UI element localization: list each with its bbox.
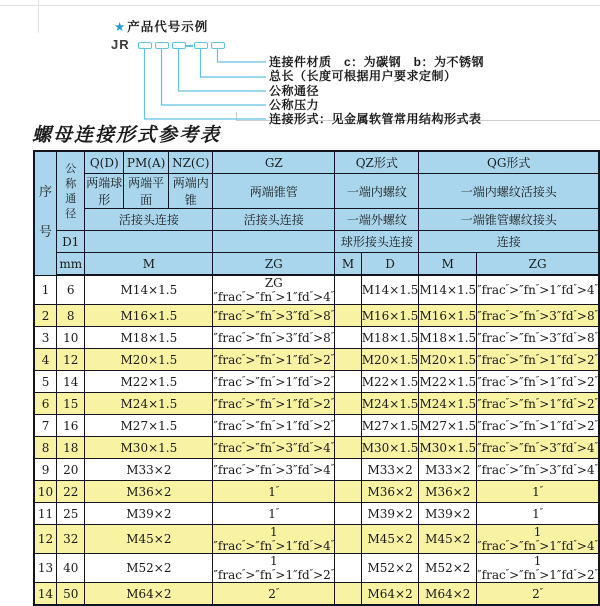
- table-row: [34, 503, 599, 525]
- cell-qg-m: M45×2: [419, 525, 477, 554]
- header-mm: mm: [57, 253, 85, 276]
- cell-seq: 6: [34, 393, 57, 415]
- cell-qg-zg: ″frac″>″fn″>1″fd″>4″: [477, 275, 599, 305]
- cell-seq: 12: [34, 525, 57, 554]
- spec-table: [33, 150, 600, 606]
- cell-seq: 7: [34, 415, 57, 437]
- cell-m-main: M20×1.5: [85, 349, 213, 371]
- cell-dn: 14: [57, 371, 85, 393]
- cell-gz-zg: ″frac″>″fn″>3″fd″>4″: [213, 437, 335, 459]
- header-blank-left: [85, 231, 213, 253]
- cell-dn: 10: [57, 327, 85, 349]
- cell-dn: 32: [57, 525, 85, 554]
- cell-qz-m: [335, 459, 362, 481]
- header-nz: NZ(C): [169, 151, 213, 174]
- cell-m-main: M27×1.5: [85, 415, 213, 437]
- header-q: Q(D): [85, 151, 124, 174]
- header-blank-gz: [213, 231, 335, 253]
- cell-qz-d: M27×1.5: [361, 415, 419, 437]
- cell-qg-zg: 2″: [477, 583, 599, 606]
- cell-qz-m: [335, 437, 362, 459]
- header-qg-sub3: 连接: [419, 231, 599, 253]
- cell-qz-d: M45×2: [361, 525, 419, 554]
- cell-dn: 40: [57, 554, 85, 583]
- cell-m-main: M14×1.5: [85, 275, 213, 305]
- cell-qg-m: M16×1.5: [419, 305, 477, 327]
- header-q-sub: 两端球形: [85, 174, 124, 209]
- cell-m-main: M39×2: [85, 503, 213, 525]
- cell-qg-zg: 1″: [477, 481, 599, 503]
- cell-dn: 50: [57, 583, 85, 606]
- cell-qg-zg: ″frac″>″fn″>3″fd″>4″: [477, 437, 599, 459]
- cell-qg-zg: ″frac″>″fn″>3″fd″>8″: [477, 327, 599, 349]
- header-qg: QG形式: [419, 151, 599, 174]
- cell-seq: 9: [34, 459, 57, 481]
- header-qz-sub3: 球形接头连接: [335, 231, 419, 253]
- cell-qz-d: M16×1.5: [361, 305, 419, 327]
- cell-qz-d: M39×2: [361, 503, 419, 525]
- header-union-joint: 活接头连接: [85, 209, 213, 231]
- cell-m-main: M24×1.5: [85, 393, 213, 415]
- cell-qg-zg: 1 ″frac″>″fn″>1″fd″>2″: [477, 554, 598, 582]
- header-seq: 序号: [34, 151, 57, 275]
- table-body: [34, 275, 599, 605]
- header-nz-sub: 两端内锥: [169, 174, 213, 209]
- cell-qg-zg: 1″: [477, 503, 599, 525]
- header-d1: D1: [57, 231, 85, 253]
- cell-seq: 10: [34, 481, 57, 503]
- table-row: [34, 327, 599, 349]
- cell-qg-m: M27×1.5: [419, 415, 477, 437]
- cell-seq: 3: [34, 327, 57, 349]
- table-row: [34, 275, 599, 305]
- table-row: [34, 525, 599, 554]
- cell-dn: 16: [57, 415, 85, 437]
- table-row: [34, 415, 599, 437]
- cell-m-main: M52×2: [85, 554, 213, 583]
- cell-gz-zg: ″frac″>″fn″>1″fd″>2″: [213, 349, 335, 371]
- header-qz: QZ形式: [335, 151, 419, 174]
- cell-m-main: M16×1.5: [85, 305, 213, 327]
- cell-seq: 5: [34, 371, 57, 393]
- header-dn: 公称通径: [57, 151, 85, 231]
- table-row: [34, 583, 599, 606]
- table-row: [34, 481, 599, 503]
- table-header: [34, 151, 599, 275]
- cell-qz-d: M14×1.5: [361, 275, 419, 305]
- header-zg-qg: ZG: [477, 253, 599, 276]
- cell-gz-zg: 1″: [213, 481, 335, 503]
- cell-qg-m: M64×2: [419, 583, 477, 606]
- diagram-heading-text: 产品代号示例: [127, 20, 209, 34]
- table-row: [34, 349, 599, 371]
- cell-dn: 25: [57, 503, 85, 525]
- header-pm-sub: 两端平面: [124, 174, 169, 209]
- cell-seq: 13: [34, 554, 57, 583]
- header-gz-sub: 两端锥管: [213, 174, 335, 209]
- cell-m-main: M33×2: [85, 459, 213, 481]
- cell-dn: 18: [57, 437, 85, 459]
- table-row: [34, 554, 599, 583]
- cell-qz-m: [335, 275, 362, 305]
- cell-qz-m: [335, 554, 362, 583]
- cell-qz-d: M30×1.5: [361, 437, 419, 459]
- cell-dn: 12: [57, 349, 85, 371]
- cell-qg-m: M36×2: [419, 481, 477, 503]
- cell-qz-m: [335, 415, 362, 437]
- cell-qz-d: M36×2: [361, 481, 419, 503]
- cell-gz-zg: 1 ″frac″>″fn″>1″fd″>2″: [213, 554, 335, 582]
- cell-qg-m: M33×2: [419, 459, 477, 481]
- cell-m-main: M64×2: [85, 583, 213, 606]
- cell-m-main: M36×2: [85, 481, 213, 503]
- cell-qz-d: M64×2: [361, 583, 419, 606]
- cell-qg-m: M18×1.5: [419, 327, 477, 349]
- cell-seq: 2: [34, 305, 57, 327]
- cell-seq: 4: [34, 349, 57, 371]
- cell-dn: 20: [57, 459, 85, 481]
- cell-dn: 15: [57, 393, 85, 415]
- cell-qg-m: M30×1.5: [419, 437, 477, 459]
- cell-gz-zg: 1 ″frac″>″fn″>1″fd″>4″: [213, 525, 335, 553]
- header-qz-sub1: 一端内螺纹: [335, 174, 419, 209]
- header-d-qz: D: [361, 253, 419, 276]
- cell-qg-zg: 1 ″frac″>″fn″>1″fd″>4″: [477, 525, 598, 553]
- section-title: 螺母连接形式参考表: [32, 124, 222, 146]
- table-row: [34, 437, 599, 459]
- cell-qz-m: [335, 327, 362, 349]
- product-code-prefix: JR: [111, 37, 130, 52]
- cell-gz-zg: 2″: [213, 583, 335, 606]
- diagram-label-1: 连接件材质 c：为碳钢 b：为不锈钢: [269, 55, 485, 69]
- cell-qz-m: [335, 305, 362, 327]
- header-gz-joint: 活接头连接: [213, 209, 335, 231]
- cell-seq: 1: [34, 275, 57, 305]
- cell-dn: 6: [57, 275, 85, 305]
- cell-dn: 8: [57, 305, 85, 327]
- table-row: [34, 459, 599, 481]
- cell-qz-m: [335, 481, 362, 503]
- cell-qg-m: M14×1.5: [419, 275, 477, 305]
- diagram-label-2: 总长（长度可根据用户要求定制）: [269, 69, 457, 83]
- cell-qg-m: M52×2: [419, 554, 477, 583]
- cell-gz-zg: ″frac″>″fn″>3″fd″>8″: [213, 305, 335, 327]
- header-m-main: M: [85, 253, 213, 276]
- cell-qg-zg: ″frac″>″fn″>3″fd″>4″: [477, 459, 599, 481]
- header-zg-gz: ZG: [213, 253, 335, 276]
- header-qz-sub2: 一端外螺纹: [335, 209, 419, 231]
- diagram-label-3: 公称通径: [269, 84, 320, 98]
- cell-qz-m: [335, 349, 362, 371]
- diagram-label-5: 连接形式：见金属软管常用结构形式表: [269, 112, 482, 126]
- cell-qz-d: M33×2: [361, 459, 419, 481]
- cell-qg-m: M39×2: [419, 503, 477, 525]
- cell-m-main: M45×2: [85, 525, 213, 554]
- cell-qg-m: M24×1.5: [419, 393, 477, 415]
- cell-m-main: M22×1.5: [85, 371, 213, 393]
- cell-qz-m: [335, 525, 362, 554]
- cell-gz-zg: ″frac″>″fn″>1″fd″>2″: [213, 371, 335, 393]
- cell-seq: 11: [34, 503, 57, 525]
- cell-gz-zg: ZG ″frac″>″fn″>1″fd″>4″: [213, 276, 335, 304]
- cell-gz-zg: ″frac″>″fn″>1″fd″>2″: [213, 393, 335, 415]
- cell-qz-m: [335, 393, 362, 415]
- cell-qz-m: [335, 371, 362, 393]
- header-m-qg: M: [419, 253, 477, 276]
- cell-m-main: M18×1.5: [85, 327, 213, 349]
- cell-seq: 14: [34, 583, 57, 606]
- cell-qg-zg: ″frac″>″fn″>1″fd″>2″: [477, 371, 599, 393]
- header-qg-sub2: 一端锥管螺纹接头: [419, 209, 599, 231]
- cell-qg-zg: ″frac″>″fn″>1″fd″>2″: [477, 393, 599, 415]
- cell-dn: 22: [57, 481, 85, 503]
- cell-qg-zg: ″frac″>″fn″>1″fd″>2″: [477, 349, 599, 371]
- cell-qz-d: M52×2: [361, 554, 419, 583]
- header-qg-sub1: 一端内螺纹活接头: [419, 174, 599, 209]
- cell-gz-zg: 1″: [213, 503, 335, 525]
- cell-qg-m: M22×1.5: [419, 371, 477, 393]
- cell-qz-d: M18×1.5: [361, 327, 419, 349]
- diagram-label-4: 公称压力: [269, 98, 320, 112]
- cell-seq: 8: [34, 437, 57, 459]
- cell-qg-m: M20×1.5: [419, 349, 477, 371]
- header-pm: PM(A): [124, 151, 169, 174]
- star-icon: ★: [114, 20, 127, 34]
- table-row: [34, 305, 599, 327]
- table-row: [34, 371, 599, 393]
- cell-gz-zg: ″frac″>″fn″>3″fd″>4″: [213, 459, 335, 481]
- header-gz: GZ: [213, 151, 335, 174]
- cell-qz-d: M20×1.5: [361, 349, 419, 371]
- cell-qg-zg: ″frac″>″fn″>3″fd″>8″: [477, 305, 599, 327]
- cell-qz-d: M24×1.5: [361, 393, 419, 415]
- cell-qz-m: [335, 583, 362, 606]
- table-row: [34, 393, 599, 415]
- cell-gz-zg: ″frac″>″fn″>1″fd″>2″: [213, 415, 335, 437]
- cell-qz-d: M22×1.5: [361, 371, 419, 393]
- cell-m-main: M30×1.5: [85, 437, 213, 459]
- cell-qg-zg: ″frac″>″fn″>1″fd″>2″: [477, 415, 599, 437]
- cell-gz-zg: ″frac″>″fn″>3″fd″>8″: [213, 327, 335, 349]
- header-m-qz: M: [335, 253, 362, 276]
- cell-qz-m: [335, 503, 362, 525]
